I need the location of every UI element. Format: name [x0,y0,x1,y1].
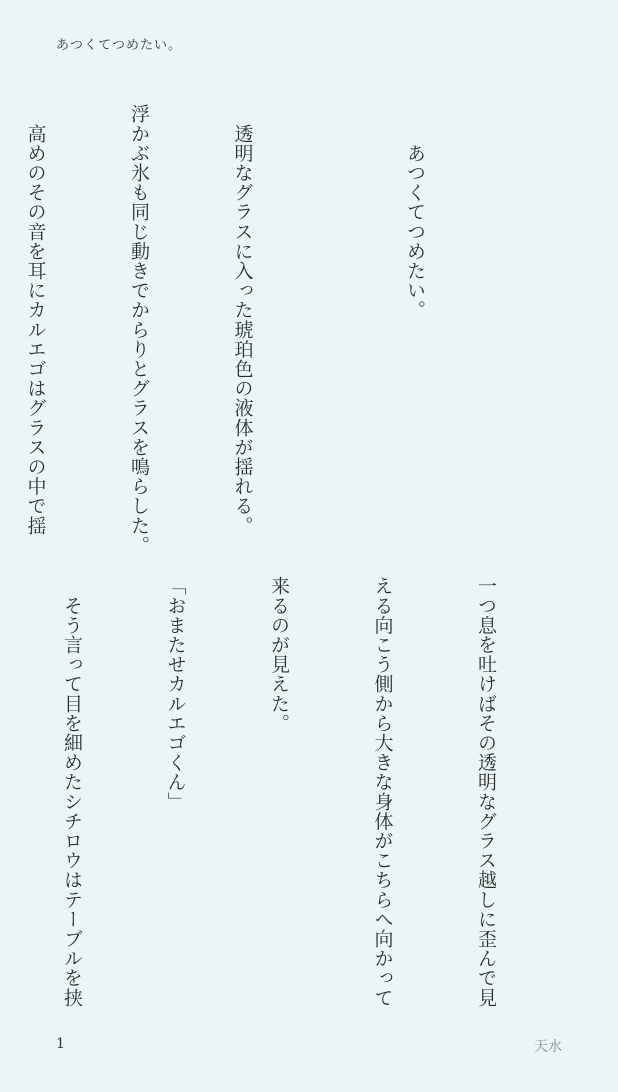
text-column: 「おまたせカルエゴくん」 [164,576,187,812]
text-column: そう言って目を細めたシチロウはテーブルを挟 [61,576,83,1008]
text-column: 浮かぶ氷も同じ動きでからりとグラスを鳴らした。 [128,104,150,555]
text-column: 透明なグラスに入った琥珀色の液体が揺れる。 [231,104,254,536]
text-column: 来るのが見えた。 [268,576,290,733]
text-column: える向こう側から大きな身体がこちらへ向かって [371,576,394,1008]
text-block-bottom [0,576,572,1006]
author-name: 天水 [534,1039,562,1055]
text-column: 高めのその音を耳にカルエゴはグラスの中で揺 [24,104,47,536]
page-header-title: あつくてつめたい。 [56,38,183,53]
text-block-top [0,104,570,555]
text-column: 一つ息を吐けばその透明なグラス越しに歪んで見 [475,576,497,1008]
text-column: あつくてつめたい。 [404,104,426,320]
page-number: 1 [56,1036,65,1052]
